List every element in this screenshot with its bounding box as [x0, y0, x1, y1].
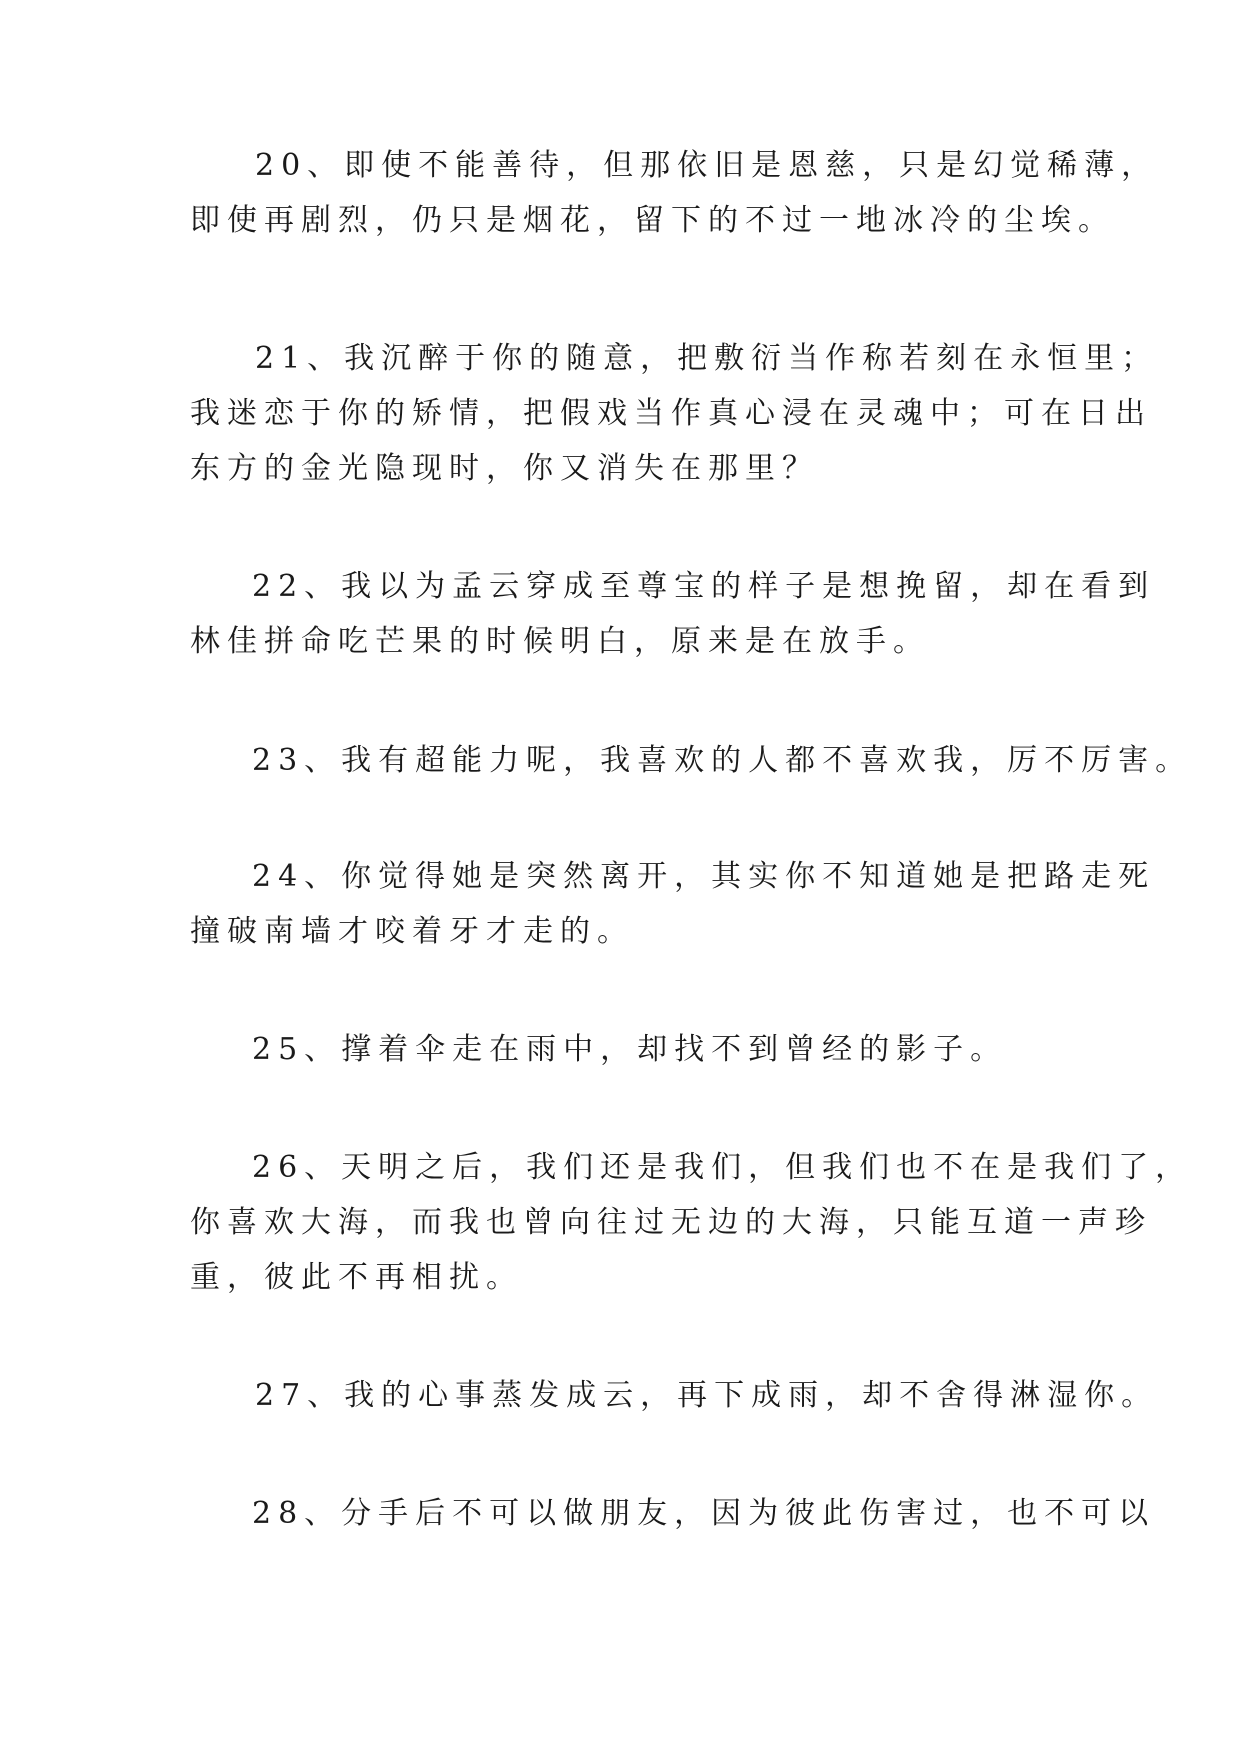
paragraph-27-line-1: 27、我的心事蒸发成云，再下成雨，却不舍得淋湿你。 — [255, 1378, 1159, 1413]
paragraph-22-line-1: 22、我以为孟云穿成至尊宝的样子是想挽留，却在看到 — [252, 569, 1156, 604]
paragraph-26-line-3: 重，彼此不再相扰。 — [190, 1260, 523, 1295]
paragraph-24-line-2: 撞破南墙才咬着牙才走的。 — [190, 914, 634, 949]
paragraph-26-line-1: 26、天明之后，我们还是我们，但我们也不在是我们了， — [252, 1150, 1193, 1185]
paragraph-22-line-2: 林佳拼命吃芒果的时候明白，原来是在放手。 — [190, 624, 930, 659]
paragraph-21-line-2: 我迷恋于你的矫情，把假戏当作真心浸在灵魂中；可在日出 — [190, 396, 1152, 431]
paragraph-23-line-1: 23、我有超能力呢，我喜欢的人都不喜欢我，厉不厉害。 — [252, 743, 1193, 778]
paragraph-21-line-1: 21、我沉醉于你的随意，把敷衍当作称若刻在永恒里； — [255, 341, 1159, 376]
paragraph-20-line-2: 即使再剧烈，仍只是烟花，留下的不过一地冰冷的尘埃。 — [190, 203, 1115, 238]
paragraph-24-line-1: 24、你觉得她是突然离开，其实你不知道她是把路走死 — [252, 859, 1156, 894]
paragraph-28-line-1: 28、分手后不可以做朋友，因为彼此伤害过，也不可以 — [252, 1496, 1156, 1531]
paragraph-20-line-1: 20、即使不能善待，但那依旧是恩慈，只是幻觉稀薄， — [255, 148, 1159, 183]
paragraph-21-line-3: 东方的金光隐现时，你又消失在那里？ — [190, 451, 819, 486]
paragraph-25-line-1: 25、撑着伞走在雨中，却找不到曾经的影子。 — [252, 1032, 1008, 1067]
paragraph-26-line-2: 你喜欢大海，而我也曾向往过无边的大海，只能互道一声珍 — [190, 1205, 1152, 1240]
